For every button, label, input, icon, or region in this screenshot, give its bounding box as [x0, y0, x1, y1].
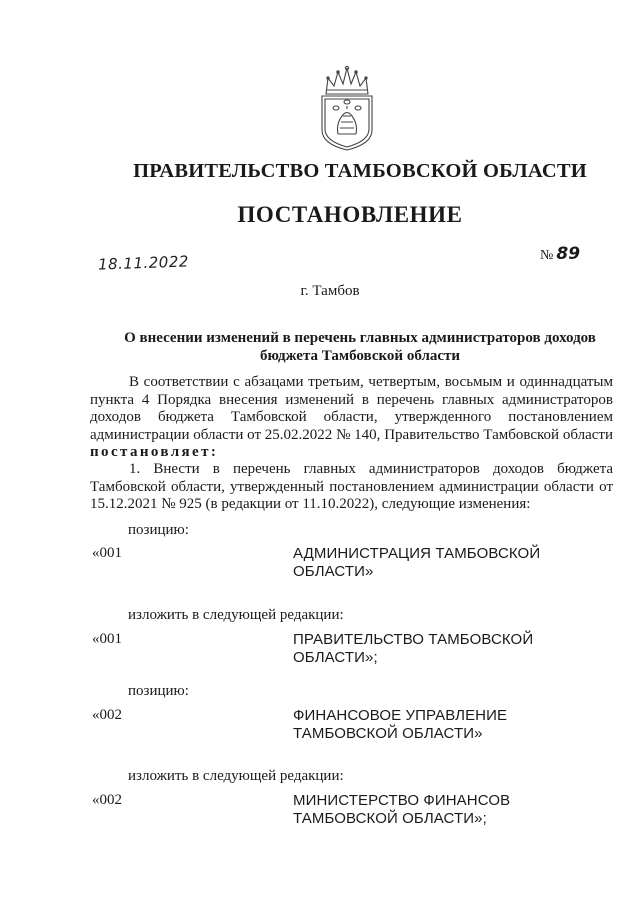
handwritten-date: 18.11.2022 [97, 252, 190, 274]
position-label: позицию: [128, 683, 189, 699]
decree-word: постановляет: [90, 444, 219, 461]
document-type-heading: ПОСТАНОВЛЕНИЕ [237, 202, 463, 227]
city-line: г. Тамбов [300, 283, 360, 299]
new-code: «001 [92, 631, 122, 647]
new-code: «002 [92, 792, 122, 808]
clause-1-paragraph: 1. Внести в перечень главных администраторов доходов бюджета Тамбовской области, утвержденный постановлением администрации области от 15.12.2021 № 925 (в редакции от 11.10.2022), следующие изменения: [90, 461, 613, 513]
subject-line-2: бюджета Тамбовской области [259, 348, 461, 364]
old-administrator-name: ФИНАНСОВОЕ УПРАВЛЕНИЕ ТАМБОВСКОЙ ОБЛАСТИ» [293, 707, 508, 742]
subject-heading [95, 329, 625, 365]
preamble-paragraph [90, 374, 613, 462]
position-label: позицию: [128, 522, 189, 538]
replace-label: изложить в следующей редакции: [128, 768, 344, 784]
old-code: «002 [92, 707, 122, 723]
preamble-text: В соответствии с абзацами третьим, четвертым, восьмым и одиннадцатым пункта 4 Порядка внесения изменений в перечень главных администраторов доходов бюджета Тамбовской области, утвержденного постановлением администрации области от 25.02.2022 № 140, Правительство Тамбовской области [90, 374, 613, 443]
old-code: «001 [92, 545, 122, 561]
handwritten-number: 89 [556, 244, 581, 264]
new-administrator-name: МИНИСТЕРСТВО ФИНАНСОВ ТАМБОВСКОЙ ОБЛАСТИ»; [293, 792, 511, 827]
new-administrator-name: ПРАВИТЕЛЬСТВО ТАМБОВСКОЙ ОБЛАСТИ»; [293, 631, 534, 666]
tambov-coat-of-arms-icon [316, 64, 378, 152]
old-administrator-name: АДМИНИСТРАЦИЯ ТАМБОВСКОЙ ОБЛАСТИ» [293, 545, 541, 580]
number-sign: № [540, 248, 554, 263]
subject-line-1: О внесении изменений в перечень главных администраторов доходов [124, 330, 596, 346]
document-number [540, 244, 580, 264]
replace-label: изложить в следующей редакции: [128, 607, 344, 623]
organization-title: ПРАВИТЕЛЬСТВО ТАМБОВСКОЙ ОБЛАСТИ [133, 160, 587, 182]
